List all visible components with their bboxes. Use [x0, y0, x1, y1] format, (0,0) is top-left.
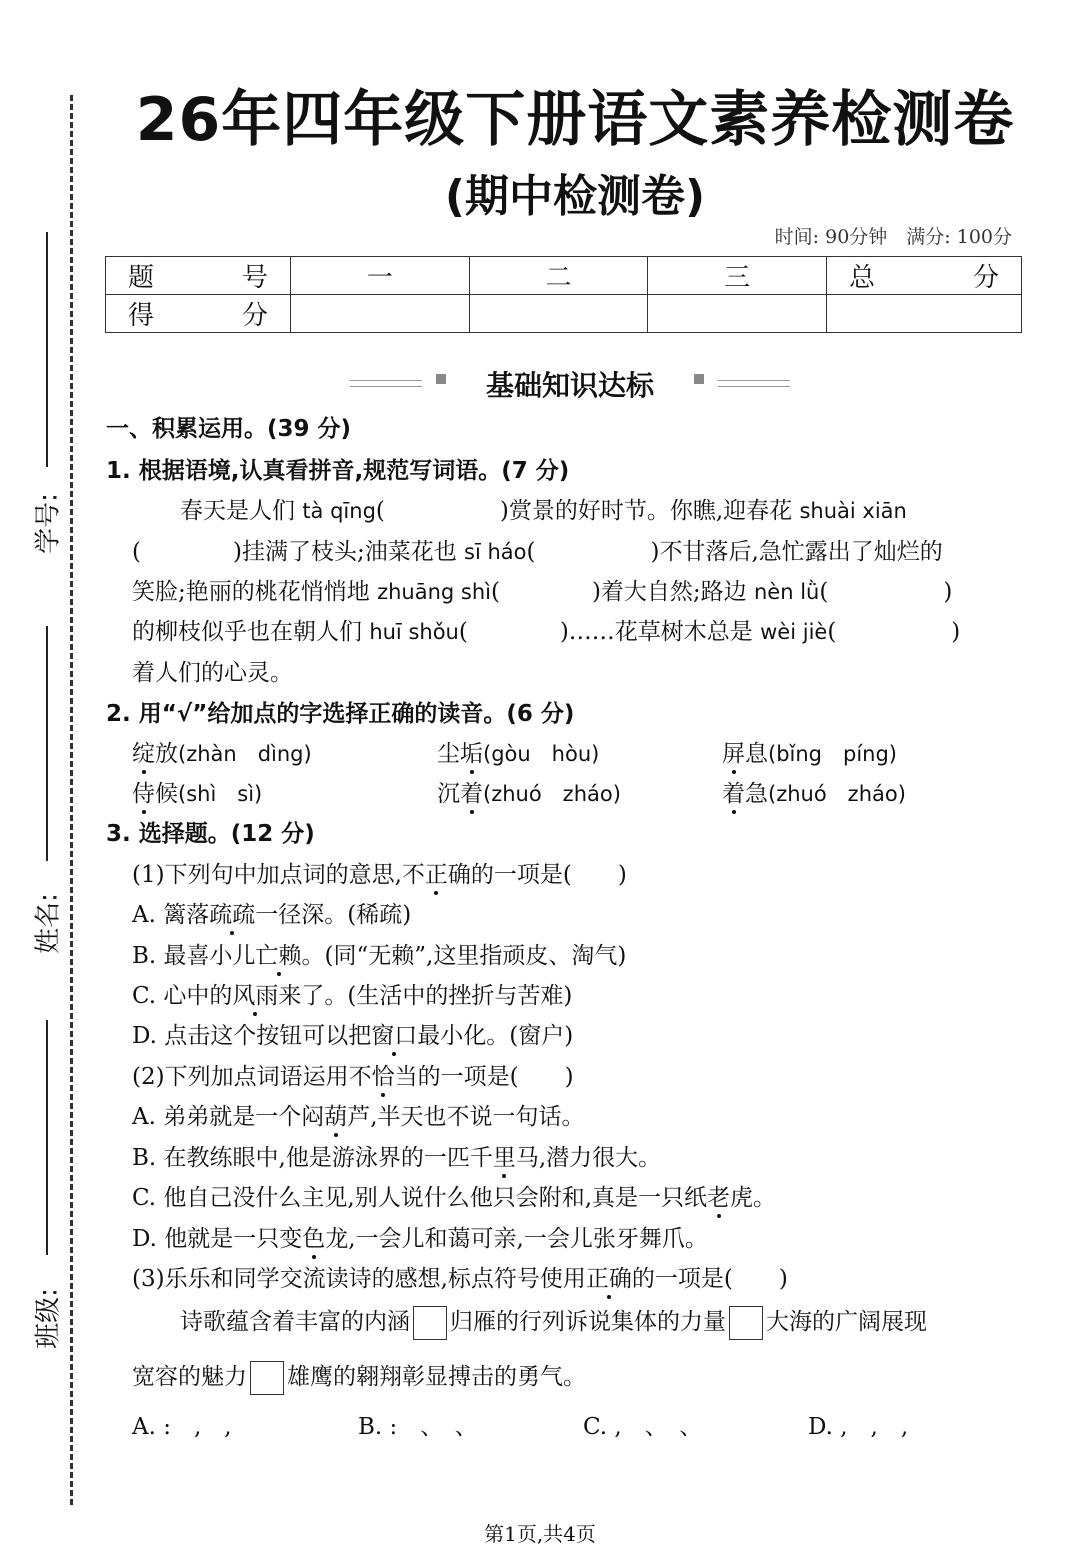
option-text: B. 最喜小儿: [132, 943, 256, 969]
binding-dashed-line: [70, 95, 73, 1505]
q3-sub3-option-d[interactable]: D. , , ,: [808, 1414, 909, 1440]
dotted-char: 侍: [132, 781, 155, 807]
q3-title: 3. 选择题。(12 分): [106, 821, 315, 847]
passage-text: 宽容的魅力: [132, 1364, 247, 1390]
pinyin-options[interactable]: (gòu hòu): [483, 742, 600, 766]
q3-sub2-option-a[interactable]: [132, 1098, 585, 1131]
q3-sub3-stem: [132, 1260, 788, 1293]
char: 急: [745, 781, 768, 807]
q1-line-5: 着人们的心灵。: [132, 660, 293, 686]
banner-right-square-icon: [694, 374, 704, 384]
pinyin: wèi jiè: [760, 620, 828, 644]
score-cell-total[interactable]: [827, 295, 1022, 333]
option-text: D. 点击这个按钮可以把: [132, 1023, 372, 1049]
pinyin: tà qīng: [302, 499, 376, 523]
char: 尘: [437, 741, 460, 767]
pinyin: huī shǒu: [369, 620, 459, 644]
q3-sub1-option-b[interactable]: [132, 937, 626, 970]
dotted-word: 疏疏: [209, 902, 256, 928]
q3-sub3-passage-line-2: [132, 1358, 586, 1395]
punctuation-box-3[interactable]: [250, 1361, 284, 1395]
q2-item-4: [132, 775, 262, 808]
dotted-word: 闷葫芦: [301, 1104, 371, 1130]
dotted-word: 风雨: [232, 983, 279, 1009]
q1-text-blank[interactable]: ( )不甘落后,急忙露出了灿烂的: [526, 539, 943, 565]
dotted-word: 千里马: [469, 1145, 539, 1171]
q3-sub1-option-d[interactable]: [132, 1017, 573, 1050]
pinyin: nèn lǜ: [754, 580, 820, 604]
pinyin-options[interactable]: (shì sì): [178, 782, 263, 806]
q1-text: 春天是人们: [180, 498, 303, 524]
option-text: ,潜力很大。: [538, 1145, 662, 1171]
score-table-header-row: [106, 257, 1022, 295]
punctuation-box-2[interactable]: [729, 1306, 763, 1340]
section-banner: [350, 364, 790, 400]
q1-text-blank[interactable]: ( )挂满了枝头;油菜花也: [132, 539, 465, 565]
score-table: [105, 256, 1022, 333]
option-text: 最小化。(窗户): [417, 1023, 574, 1049]
score-table-score-label: 得 分: [106, 295, 291, 333]
q3-sub1-option-c[interactable]: [132, 977, 572, 1010]
stem-text: (2)下列加点词语运用: [132, 1064, 349, 1090]
punctuation-box-1[interactable]: [413, 1306, 447, 1340]
score-table-header-label: 题 号: [106, 257, 291, 295]
option-text: B. 在教练眼中,他是游泳界的一匹: [132, 1145, 470, 1171]
passage-text: 大海的广阔展现: [766, 1309, 927, 1335]
q2-item-5: [437, 775, 621, 808]
dotted-word: 不正确: [401, 862, 471, 888]
stem-answer-blank[interactable]: 的一项是( ): [417, 1064, 574, 1090]
option-text: 。(同“无赖”,这里指顽皮、淘气): [301, 943, 627, 969]
q3-sub2-option-d[interactable]: [132, 1220, 708, 1253]
class-label: 班级:: [33, 1288, 64, 1349]
q1-line-4: [132, 613, 960, 646]
score-table-col-total: 总 分: [827, 257, 1022, 295]
dotted-word: 窗口: [371, 1023, 418, 1049]
stem-answer-blank[interactable]: 的一项是( ): [631, 1266, 788, 1292]
page-footer: 第1页,共4页: [484, 1522, 596, 1546]
score-table-col-1: 一: [291, 257, 470, 295]
q3-sub3-option-a[interactable]: A. : , ,: [132, 1414, 232, 1440]
passage-text: 雄鹰的翱翔彰显搏击的勇气。: [287, 1364, 586, 1390]
student-id-line: [46, 232, 48, 467]
q1-text-blank[interactable]: ( )着大自然;路边: [490, 579, 754, 605]
dotted-char: 屏: [722, 741, 745, 767]
dotted-word: 亡赖: [255, 943, 302, 969]
dotted-word: 不恰当: [348, 1064, 418, 1090]
q3-sub1-option-a[interactable]: [132, 896, 411, 929]
char: 候: [155, 781, 178, 807]
q3-sub3-option-c[interactable]: C. , 、 、: [583, 1414, 703, 1440]
q1-text-blank[interactable]: ( )……花草树木总是: [458, 619, 761, 645]
pinyin-options[interactable]: (zhuó zháo): [483, 782, 621, 806]
part1-heading: 一、积累运用。(39 分): [106, 416, 352, 442]
student-id-label: 学号:: [33, 493, 64, 554]
q1-text: 笑脸;艳丽的桃花悄悄地: [132, 579, 378, 605]
q3-sub2-option-c[interactable]: [132, 1179, 776, 1212]
page-title: 26年四年级下册语文素养检测卷: [135, 85, 1015, 155]
section-banner-text: 基础知识达标: [485, 369, 654, 402]
pinyin: zhuāng shì: [377, 580, 491, 604]
passage-text: 归雁的行列诉说集体的力量: [450, 1309, 726, 1335]
dotted-char: 着: [722, 781, 745, 807]
score-cell-1[interactable]: [291, 295, 470, 333]
stem-text: (1)下列句中加点词的意思,: [132, 862, 402, 888]
q1-line-2: [132, 533, 943, 566]
score-table-score-row: [106, 295, 1022, 333]
q1-blank[interactable]: ( ): [827, 619, 961, 645]
pinyin-options[interactable]: (bǐng píng): [768, 742, 897, 766]
pinyin: sī háo: [464, 540, 527, 564]
q1-line-1: [180, 492, 907, 525]
q1-line-3: [132, 573, 952, 606]
option-text: A. 篱落: [132, 902, 210, 928]
score-cell-2[interactable]: [469, 295, 648, 333]
q3-sub1-stem: [132, 856, 627, 889]
q2-item-3: [722, 735, 897, 768]
q3-sub2-option-b[interactable]: [132, 1139, 661, 1172]
option-text: 。: [753, 1185, 777, 1211]
option-text: 来了。(生活中的挫折与苦难): [278, 983, 573, 1009]
pinyin: shuài xiān: [799, 499, 907, 523]
class-line: [46, 1020, 48, 1255]
q1-text-blank[interactable]: ( )赏景的好时节。你瞧,迎春花: [375, 498, 800, 524]
name-line: [46, 626, 48, 861]
passage-text: 诗歌蕴含着丰富的内涵: [180, 1309, 410, 1335]
banner-right-dash: [718, 380, 790, 387]
option-text: C. 他自己没什么主见,别人说什么他只会附和,真是一只: [132, 1185, 685, 1211]
q3-sub2-stem: [132, 1058, 574, 1091]
char: 沉: [437, 781, 460, 807]
char: 放: [155, 741, 178, 767]
dotted-char: 着: [460, 781, 483, 807]
q2-title: 2. 用“√”给加点的字选择正确的读音。(6 分): [106, 701, 575, 727]
score-table-col-3: 三: [648, 257, 827, 295]
q2-item-1: [132, 735, 312, 768]
stem-text: (3)乐乐和同学交流读诗的感想,标点符号使用: [132, 1266, 586, 1292]
page-subtitle: (期中检测卷): [444, 171, 706, 222]
name-label: 姓名:: [33, 893, 64, 954]
q1-title: 1. 根据语境,认真看拼音,规范写词语。(7 分): [106, 458, 570, 484]
char: 息: [745, 741, 768, 767]
dotted-char: 垢: [460, 741, 483, 767]
option-text: C. 心中的: [132, 983, 233, 1009]
time-info: 时间: 90分钟 满分: 100分: [774, 226, 1012, 248]
option-text: D. 他就是一只: [132, 1226, 280, 1252]
q1-text: 的柳枝似乎也在朝人们: [132, 619, 370, 645]
dotted-word: 纸老虎: [684, 1185, 754, 1211]
stem-answer-blank[interactable]: 的一项是( ): [470, 862, 627, 888]
score-table-col-2: 二: [469, 257, 648, 295]
q1-blank[interactable]: ( ): [819, 579, 953, 605]
dotted-char: 绽: [132, 741, 155, 767]
pinyin-options[interactable]: (zhuó zháo): [768, 782, 906, 806]
option-text: 一径深。(稀疏): [255, 902, 412, 928]
score-cell-3[interactable]: [648, 295, 827, 333]
dotted-word: 变色龙: [279, 1226, 349, 1252]
q3-sub3-passage-line-1: [180, 1303, 927, 1340]
pinyin-options[interactable]: (zhàn dìng): [178, 742, 312, 766]
q2-item-2: [437, 735, 599, 768]
option-text: ,半天也不说一句话。: [370, 1104, 585, 1130]
dotted-word: 正确: [585, 1266, 632, 1292]
q3-sub3-option-b[interactable]: B. : 、 、: [358, 1414, 478, 1440]
option-text: ,一会儿和蔼可亲,一会儿张牙舞爪。: [348, 1226, 708, 1252]
q2-item-6: [722, 775, 906, 808]
option-text: A. 弟弟就是一个: [132, 1104, 302, 1130]
